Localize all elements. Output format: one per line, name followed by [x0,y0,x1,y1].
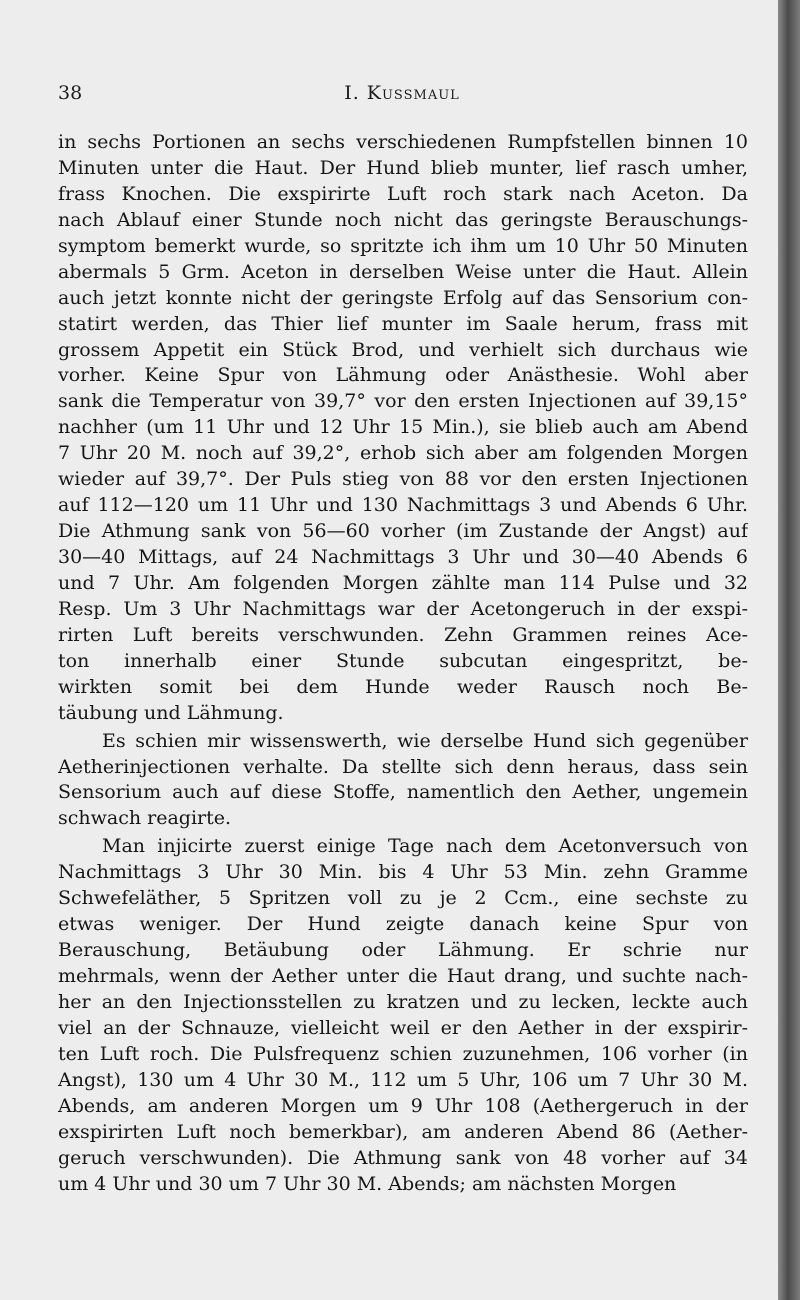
text-line: sank die Temperatur von 39,7° vor den ersten Injectionen auf 39,15° [58,390,748,413]
text-line: viel an der Schnauze, vielleicht weil er den Aether in der exspirir- [58,1016,748,1039]
text-line: geruch verschwunden). Die Athmung sank von 48 vorher auf 34 [58,1146,748,1169]
paragraph [58,729,748,833]
text-line: schwach reagirte. [58,807,232,830]
text-line: Nachmittags 3 Uhr 30 Min. bis 4 Uhr 53 Min. zehn Gramme [58,861,748,884]
text-line: vorher. Keine Spur von Lähmung oder Anästhesie. Wohl aber [58,364,748,387]
text-line: grossem Appetit ein Stück Brod, und verhielt sich durchaus wie [58,338,748,361]
text-line: um 4 Uhr und 30 um 7 Uhr 30 M. Abends; am nächsten Morgen [58,1172,677,1195]
text-line: und 7 Uhr. Am folgenden Morgen zählte man 114 Pulse und 32 [58,571,748,594]
text-line: in sechs Portionen an sechs verschiedenen Rumpfstellen binnen 10 [58,131,748,153]
paragraph [58,130,748,727]
text-line: auch jetzt konnte nicht der geringste Erfolg auf das Sensorium con- [58,286,748,309]
text-line: ten Luft roch. Die Pulsfrequenz schien zuzunehmen, 106 vorher (in [58,1042,748,1065]
paragraph [58,834,748,1197]
text-line: Man injicirte zuerst einige Tage nach dem Acetonversuch von [102,835,748,858]
text-line: Resp. Um 3 Uhr Nachmittags war der Acetongeruch in der exspi- [58,597,748,620]
text-line: statirt werden, das Thier lief munter im Saale herum, frass mit [58,312,748,335]
text-line: nachher (um 11 Uhr und 12 Uhr 15 Min.), sie blieb auch am Abend [58,416,748,439]
text-line: wirkten somit bei dem Hunde weder Rausch noch Be- [58,675,748,698]
text-line: Die Athmung sank von 56—60 vorher (im Zustande der Angst) auf [58,520,748,543]
text-line: nach Ablauf einer Stunde noch nicht das geringste Berauschungs- [58,208,748,231]
text-line: auf 112—120 um 11 Uhr und 130 Nachmittags 3 und Abends 6 Uhr. [58,494,748,517]
text-line: Berauschung, Betäubung oder Lähmung. Er schrie nur [58,939,748,962]
text-line: abermals 5 Grm. Aceton in derselben Weise unter die Haut. Allein [58,260,748,283]
running-head: I. Kussmaul [344,82,460,104]
text-line: täubung und Lähmung. [58,701,284,724]
text-line: rirten Luft bereits verschwunden. Zehn Grammen reines Ace- [58,623,748,646]
text-line: Abends, am anderen Morgen um 9 Uhr 108 (Aethergeruch in der [58,1094,748,1117]
text-line: Sensorium auch auf diese Stoffe, namentlich den Aether, ungemein [58,781,748,804]
text-line: ton innerhalb einer Stunde subcutan eingespritzt, be- [58,649,748,672]
book-binding-edge [778,0,800,1300]
text-line: Schwefeläther, 5 Spritzen voll zu je 2 Ccm., eine sechste zu [58,887,748,910]
text-line: her an den Injectionsstellen zu kratzen und zu lecken, leckte auch [58,990,748,1013]
page-header [58,82,746,114]
text-line: etwas weniger. Der Hund zeigte danach keine Spur von [58,913,748,936]
text-line: Minuten unter die Haut. Der Hund blieb munter, lief rasch umher, [58,156,748,179]
text-line: 30—40 Mittags, auf 24 Nachmittags 3 Uhr und 30—40 Abends 6 [58,546,748,568]
text-line: frass Knochen. Die exspirirte Luft roch stark nach Aceton. Da [58,182,748,205]
text-line: symptom bemerkt wurde, so spritzte ich ihm um 10 Uhr 50 Minuten [58,234,748,257]
text-line: 7 Uhr 20 M. noch auf 39,2°, erhob sich aber am folgenden Morgen [58,442,748,465]
text-line: Aetherinjectionen verhalte. Da stellte sich denn heraus, dass sein [58,755,748,778]
body-text [58,130,748,1197]
text-line: Angst), 130 um 4 Uhr 30 M., 112 um 5 Uhr, 106 um 7 Uhr 30 M. [58,1068,748,1091]
text-line: exspirirten Luft noch bemerkbar), am anderen Abend 86 (Aether- [58,1120,748,1143]
page-number: 38 [58,82,83,104]
text-line: Es schien mir wissenswerth, wie derselbe Hund sich gegenüber [102,729,748,752]
text-line: mehrmals, wenn der Aether unter die Haut drang, und suchte nach- [58,965,748,987]
text-line: wieder auf 39,7°. Der Puls stieg von 88 vor den ersten Injectionen [58,468,748,491]
